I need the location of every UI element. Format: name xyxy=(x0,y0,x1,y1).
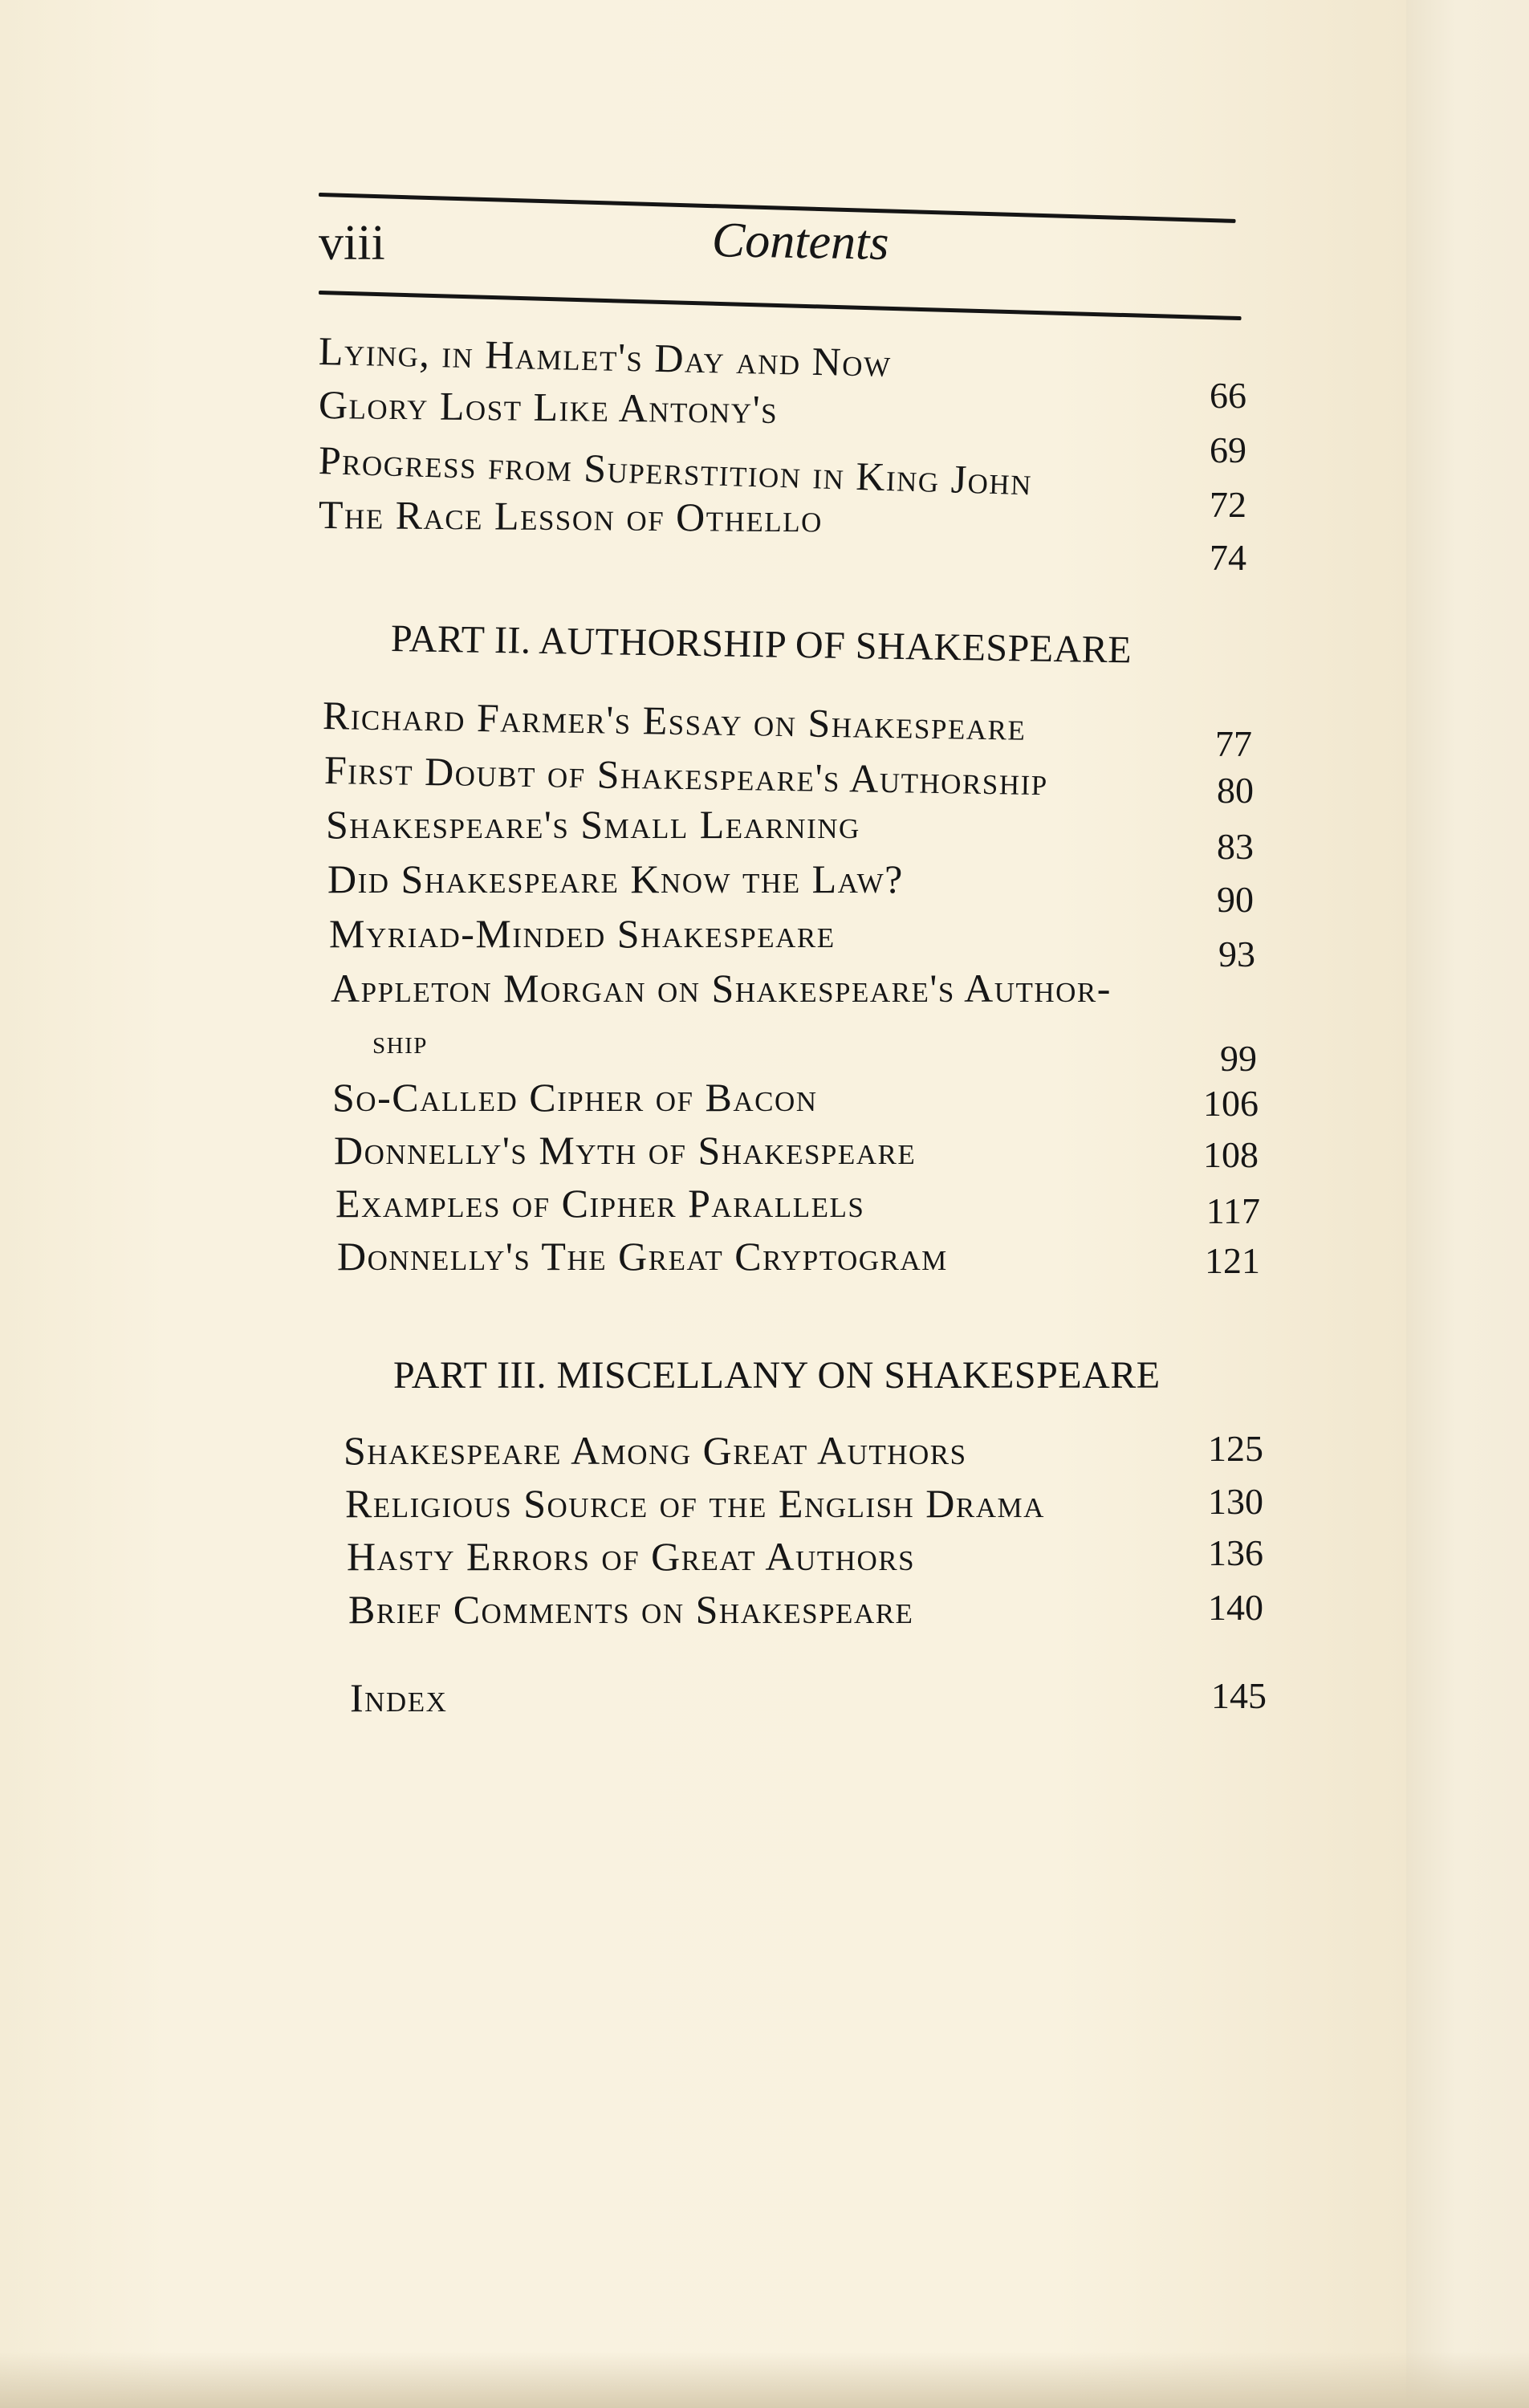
toc-entry-title: Shakespeare's Small Learning xyxy=(326,802,860,847)
toc-page-number: 117 xyxy=(1206,1190,1260,1231)
toc-page-number: 80 xyxy=(1217,770,1254,811)
page-number: viii xyxy=(319,216,385,270)
part3-heading: PART III. MISCELLANY ON SHAKESPEARE xyxy=(393,1354,1161,1397)
toc-entry-title: The Race Lesson of Othello xyxy=(318,492,823,541)
toc-entry-title: Lying, in Hamlet's Day and Now xyxy=(318,328,893,385)
page-bottom-shadow xyxy=(0,2352,1529,2408)
toc-page-number: 72 xyxy=(1210,484,1246,525)
index-page-number: 145 xyxy=(1211,1675,1267,1716)
toc-page-number: 121 xyxy=(1205,1240,1260,1281)
toc-entry-title: Appleton Morgan on Shakespeare's Author- xyxy=(331,966,1112,1011)
toc-page-number: 77 xyxy=(1215,723,1252,764)
toc-entry-title: Progress from Superstition in King John xyxy=(318,437,1033,504)
toc-page-number: 99 xyxy=(1220,1038,1257,1079)
running-title: Contents xyxy=(711,213,890,270)
toc-entry-continuation: ship xyxy=(372,1024,428,1061)
toc-entry-title: Hasty Errors of Great Authors xyxy=(347,1534,916,1579)
part2-heading: PART II. AUTHORSHIP OF SHAKESPEARE xyxy=(390,617,1133,672)
toc-entry-title: Glory Lost Like Antony's xyxy=(318,382,779,432)
toc-page-number: 136 xyxy=(1208,1532,1263,1573)
toc-entry-title: Examples of Cipher Parallels xyxy=(335,1181,865,1226)
toc-entry-title: Myriad-Minded Shakespeare xyxy=(329,911,836,956)
toc-entry-title: First Doubt of Shakespeare's Authorship xyxy=(323,747,1049,804)
toc-entry-title: Richard Farmer's Essay on Shakespeare xyxy=(322,693,1027,749)
toc-entry-title: Donnelly's The Great Cryptogram xyxy=(337,1234,948,1279)
toc-page-number: 106 xyxy=(1203,1083,1259,1124)
toc-entry-title: Donnelly's Myth of Shakespeare xyxy=(334,1128,917,1173)
index-title: Index xyxy=(350,1675,448,1720)
toc-entry-title: Religious Source of the English Drama xyxy=(345,1481,1045,1526)
toc-page-number: 74 xyxy=(1210,537,1246,578)
toc-entry-title: Brief Comments on Shakespeare xyxy=(348,1587,914,1632)
toc-page-number: 125 xyxy=(1208,1428,1263,1469)
toc-entry-title: So-Called Cipher of Bacon xyxy=(332,1075,818,1120)
toc-page-number: 108 xyxy=(1203,1134,1259,1175)
toc-page-number: 140 xyxy=(1208,1587,1263,1628)
toc-page-number: 66 xyxy=(1210,375,1246,416)
toc-page-number: 69 xyxy=(1210,429,1246,470)
facing-page-edge xyxy=(1406,0,1529,2408)
toc-page-number: 83 xyxy=(1217,826,1254,867)
header-bottom-rule xyxy=(319,291,1242,320)
toc-page-number: 93 xyxy=(1218,934,1255,974)
toc-entry-title: Shakespeare Among Great Authors xyxy=(344,1428,967,1473)
toc-page-number: 130 xyxy=(1208,1481,1263,1522)
toc-page-number: 90 xyxy=(1217,879,1254,920)
toc-entry-title: Did Shakespeare Know the Law? xyxy=(327,856,904,901)
